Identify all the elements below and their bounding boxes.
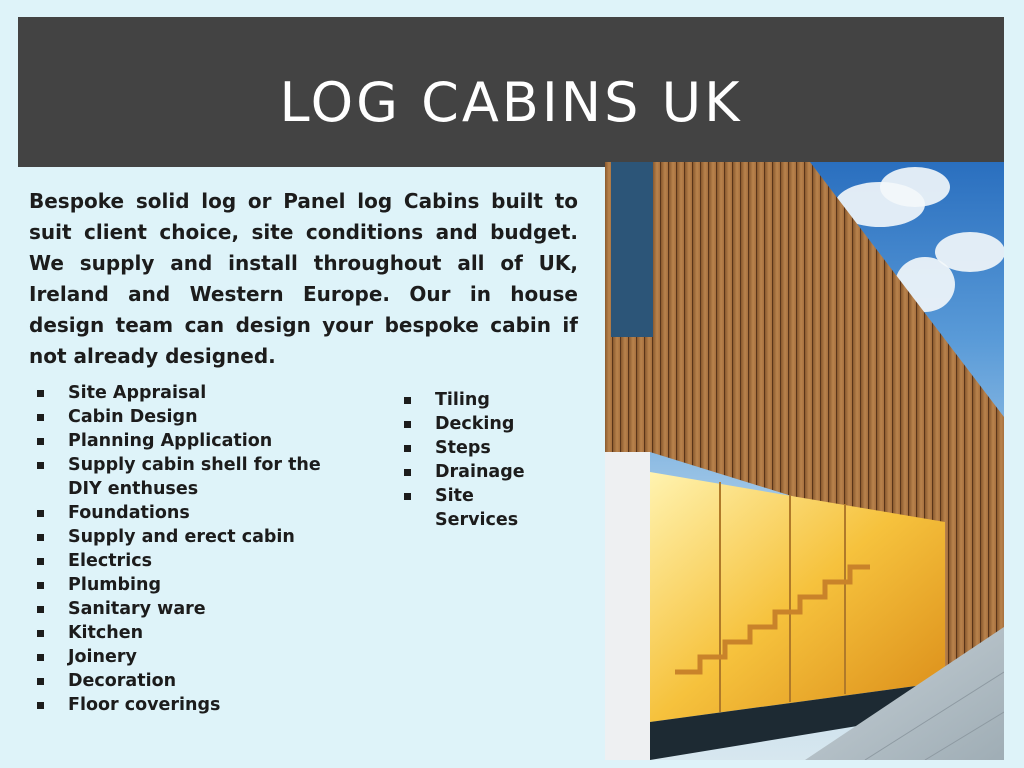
list-item-label: Site Appraisal (68, 383, 207, 403)
bullet-icon (404, 397, 411, 404)
bullet-icon (404, 493, 411, 500)
list-item-label: Tiling (435, 390, 490, 410)
bullet-icon (37, 462, 44, 469)
list-item (68, 381, 358, 405)
list-item (68, 429, 358, 453)
building-illustration (605, 162, 1004, 760)
list-item-label: Plumbing (68, 575, 162, 595)
list-item (68, 573, 358, 597)
white-wall (605, 452, 650, 760)
bullet-icon (404, 421, 411, 428)
bullet-icon (37, 678, 44, 685)
list-item (435, 436, 525, 460)
bullet-icon (37, 438, 44, 445)
list-item-label: Supply and erect cabin (68, 527, 295, 547)
list-item (68, 549, 358, 573)
list-item-label: Supply cabin shell for the DIY enthuses (68, 455, 321, 499)
bullet-icon (404, 469, 411, 476)
bullet-icon (37, 414, 44, 421)
list-item (68, 693, 358, 717)
list-item-label: Floor coverings (68, 695, 221, 715)
list-item (68, 501, 358, 525)
list-item-label: Decking (435, 414, 515, 434)
services-list-right (435, 388, 525, 532)
bullet-icon (37, 606, 44, 613)
window-pane (611, 162, 653, 337)
list-item (435, 484, 525, 532)
bullet-icon (37, 390, 44, 397)
bullet-icon (37, 654, 44, 661)
list-item-label: Cabin Design (68, 407, 198, 427)
list-item (68, 453, 358, 501)
title-bar (18, 17, 1004, 167)
list-item (68, 621, 358, 645)
bullet-icon (37, 582, 44, 589)
bullet-icon (37, 558, 44, 565)
cabin-photo (605, 162, 1004, 760)
list-item (68, 645, 358, 669)
list-item (435, 388, 525, 412)
bullet-icon (37, 510, 44, 517)
list-item-label: Drainage (435, 462, 525, 482)
services-list-left (68, 381, 358, 717)
list-item-label: Planning Application (68, 431, 273, 451)
intro-paragraph: Bespoke solid log or Panel log Cabins built to suit client choice, site conditions and budget. We supply and install throughout all of UK, Ireland and Western Europe. Our in house design team can design your bespoke cabin if not already designed. (29, 189, 578, 368)
list-item (68, 525, 358, 549)
list-item-label: Decoration (68, 671, 177, 691)
list-item (68, 669, 358, 693)
list-item-label: Electrics (68, 551, 152, 571)
bullet-icon (37, 630, 44, 637)
bullet-icon (37, 534, 44, 541)
list-item-label: Foundations (68, 503, 190, 523)
list-item-label: Joinery (68, 647, 137, 667)
list-item-label: Site Services (435, 486, 519, 530)
list-item-label: Kitchen (68, 623, 144, 643)
list-item-label: Sanitary ware (68, 599, 206, 619)
page-title: LOG CABINS UK (279, 70, 743, 134)
list-item-label: Steps (435, 438, 491, 458)
list-item (68, 597, 358, 621)
list-item (435, 460, 525, 484)
list-item (68, 405, 358, 429)
bullet-icon (404, 445, 411, 452)
bullet-icon (37, 702, 44, 709)
list-item (435, 412, 525, 436)
